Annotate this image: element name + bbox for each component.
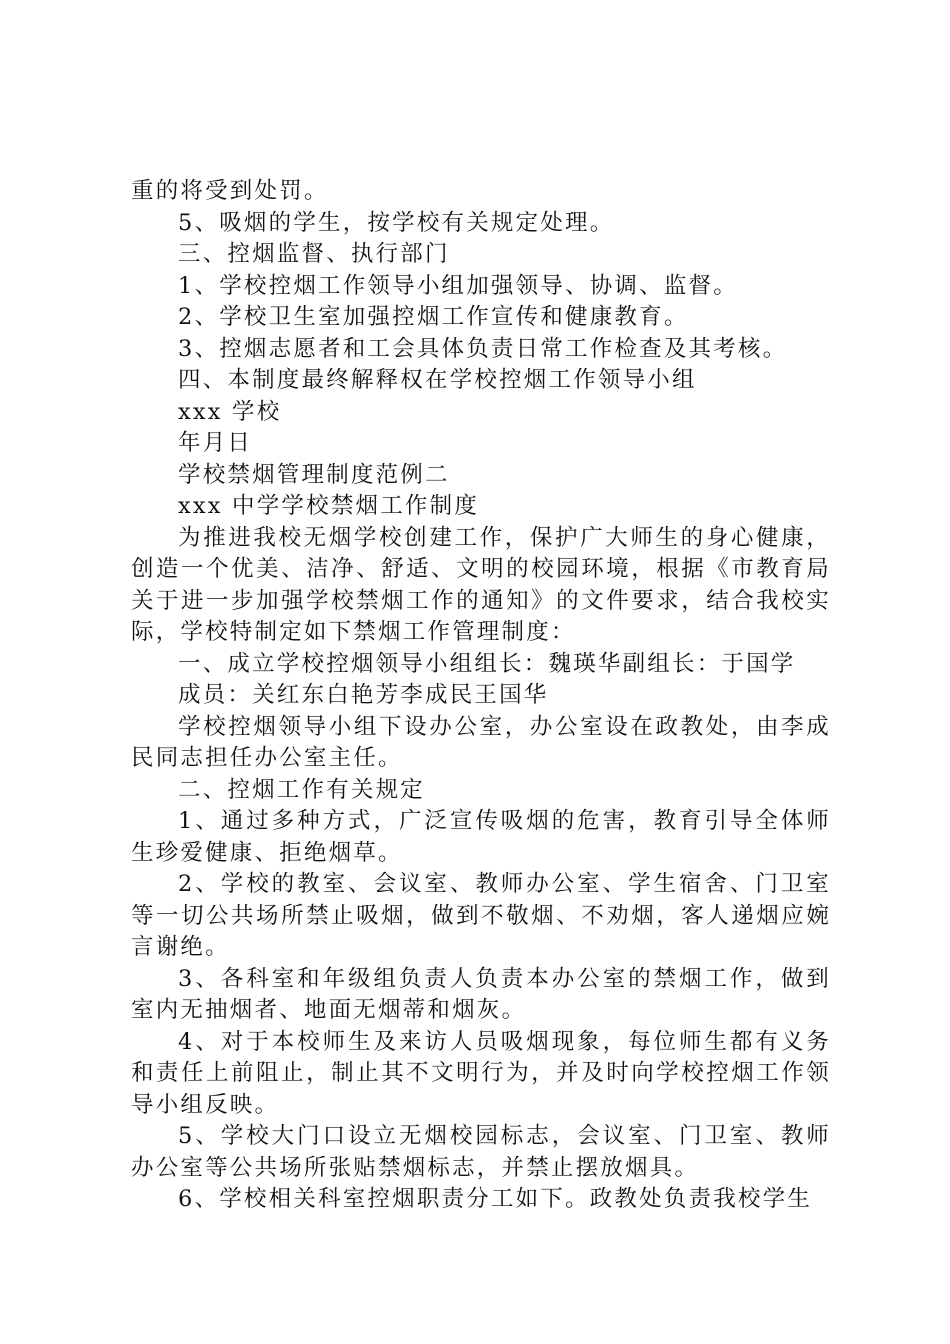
paragraph: 2、学校卫生室加强控烟工作宣传和健康教育。	[178, 304, 689, 330]
paragraph: 1、学校控烟工作领导小组加强领导、协调、监督。	[178, 272, 738, 299]
paragraph: 三、控烟监督、执行部门	[178, 241, 450, 267]
paragraph: 3、控烟志愿者和工会具体负责日常工作检查及其考核。	[178, 335, 788, 362]
paragraph: 学校控烟领导小组下设办公室，办公室设在政教处，由李成民同志担任办公室主任。	[131, 713, 831, 771]
paragraph: 3、各科室和年级组负责人负责本办公室的禁烟工作，做到室内无抽烟者、地面无烟蒂和烟灰。	[131, 965, 831, 1023]
paragraph: 二、控烟工作有关规定	[178, 776, 426, 803]
document-body	[131, 176, 831, 1216]
paragraph: 年月日	[178, 430, 253, 456]
paragraph: 4、对于本校师生及来访人员吸烟现象，每位师生都有义务和责任上前阻止，制止其不文明行为，并及时向学校控烟工作领导小组反映。	[131, 1028, 831, 1118]
paragraph: 2、学校的教室、会议室、教师办公室、学生宿舍、门卫室等一切公共场所禁止吸烟，做到不敬烟、不劝烟，客人递烟应婉言谢绝。	[131, 871, 831, 960]
paragraph: 四、本制度最终解释权在学校控烟工作领导小组	[178, 367, 697, 393]
paragraph: 5、吸烟的学生，按学校有关规定处理。	[178, 209, 615, 236]
paragraph: 学校禁烟管理制度范例二	[178, 461, 450, 488]
paragraph: 5、学校大门口设立无烟校园标志，会议室、门卫室、教师办公室等公共场所张贴禁烟标志，并禁止摆放烟具。	[131, 1123, 831, 1181]
paragraph: 成员：关红东白艳芳李成民王国华	[178, 682, 549, 708]
paragraph: 1、通过多种方式，广泛宣传吸烟的危害，教育引导全体师生珍爱健康、拒绝烟草。	[131, 808, 831, 866]
paragraph: 6、学校相关科室控烟职责分工如下。政教处负责我校学生	[178, 1186, 813, 1212]
paragraph: xxx 学校	[178, 398, 282, 425]
paragraph: 为推进我校无烟学校创建工作，保护广大师生的身心健康，创造一个优美、洁净、舒适、文明的校园环境，根据《市教育局关于进一步加强学校禁烟工作的通知》的文件要求，结合我校实际，学校特制定如下禁烟工作管理制度：	[131, 524, 831, 645]
paragraph: 一、成立学校控烟领导小组组长：魏瑛华副组长：于国学	[178, 650, 796, 677]
paragraph: xxx 中学学校禁烟工作制度	[178, 493, 480, 519]
paragraph: 重的将受到处罚。	[131, 178, 329, 204]
